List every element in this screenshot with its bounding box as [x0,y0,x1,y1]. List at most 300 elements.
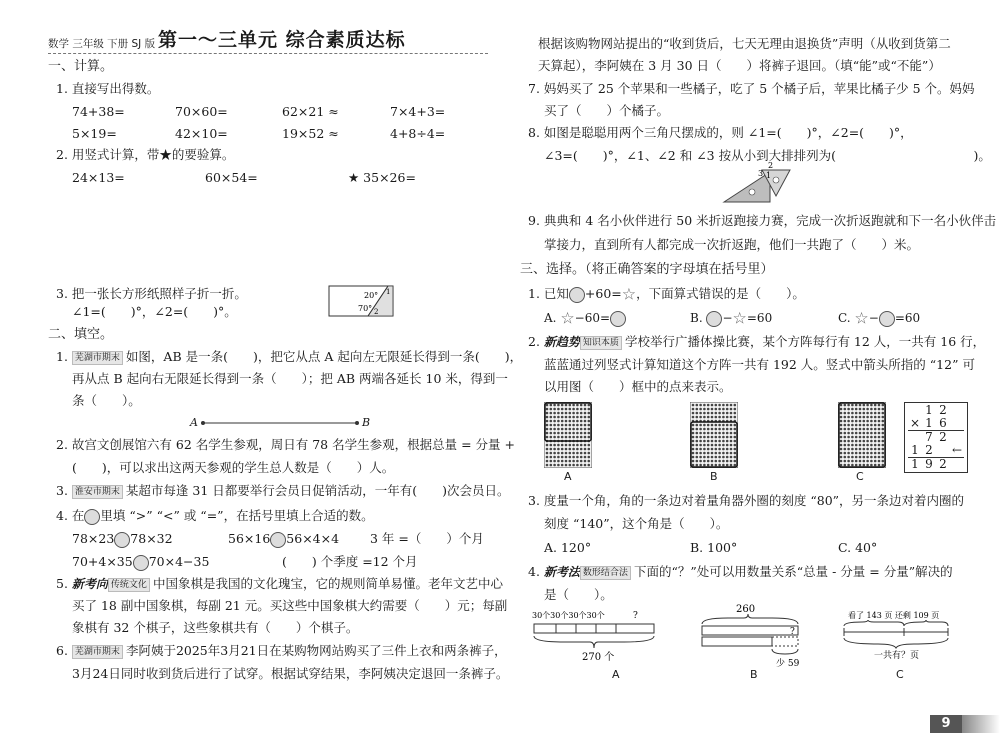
star-symbol-icon: ☆ [560,308,575,328]
grid-dot [844,404,847,407]
grid-dot [588,404,591,407]
grid-dot [851,464,854,467]
grid-dot [561,464,564,467]
grid-dot [882,440,885,443]
grid-dot [715,408,718,411]
grid-dot [572,456,575,459]
grid-dot [550,432,553,435]
grid-dot [703,416,706,419]
grid-dot [703,452,706,455]
grid-dot [569,408,572,411]
grid-dot [550,428,553,431]
grid-dot [561,424,564,427]
grid-dot [692,416,695,419]
grid-dot [576,460,579,463]
grid-dot [882,460,885,463]
grid-dot [576,436,579,439]
grid-dot [734,452,737,455]
grid-dot [851,428,854,431]
compare-circle-icon [114,532,130,548]
grid-dot [584,456,587,459]
grid-dot [851,416,854,419]
grid-dot [550,464,553,467]
grid-dot [580,408,583,411]
q1-prompt: 1. 直接写出得数。 [56,81,160,96]
grid-dot [569,404,572,407]
grid-dot [707,448,710,451]
grid-dot [561,416,564,419]
grid-dot [874,452,877,455]
grid-dot [718,452,721,455]
grid-dot [546,436,549,439]
multiplication-table [908,404,964,471]
grid-dot [863,464,866,467]
grid-dot [851,412,854,415]
grid-dot [859,428,862,431]
grid-dot [844,432,847,435]
grid-label-b: B [710,470,718,483]
grid-dot [576,416,579,419]
grid-dot [859,408,862,411]
grid-dot [840,448,843,451]
f4-text-b: 里填 “>” “<” 或 “=”，在括号里填上合适的数。 [100,508,374,523]
grid-dot [730,464,733,467]
grid-dot [840,424,843,427]
option-letter: A. [544,311,557,325]
grid-dot [840,456,843,459]
grid-dot [882,408,885,411]
grid-dot [707,444,710,447]
grid-dot [565,416,568,419]
grid-dot [859,464,862,467]
grid-dot [878,448,881,451]
f6-number: 6. [56,643,68,658]
grid-dot [584,448,587,451]
grid-dot [572,408,575,411]
q2-item: 24×13= [72,170,125,185]
grid-dot [847,464,850,467]
grid-dot [696,416,699,419]
grid-dot [874,448,877,451]
grid-dot [692,412,695,415]
grid-dot [699,464,702,467]
grid-dot [726,424,729,427]
grid-dot [855,456,858,459]
grid-dot [565,456,568,459]
grid-dot [561,456,564,459]
q3-blanks: ∠1=( )°，∠2=( )°。 [72,304,237,319]
calc-digit: 1 [911,443,919,457]
grid-dot [557,428,560,431]
c1-option-b [690,309,772,328]
grid-dot [870,448,873,451]
grid-dot [882,432,885,435]
diagram-b-top: 260 [736,604,756,615]
grid-dot [711,436,714,439]
grid-dot [550,424,553,427]
grid-dot [859,448,862,451]
c3-option-b: B. 100° [690,540,738,555]
calc-digit: 7 [922,431,936,445]
grid-dot [572,436,575,439]
grid-dot [576,412,579,415]
q1-item: 42×10= [175,126,228,141]
grid-dot [584,444,587,447]
grid-dot [730,436,733,439]
grid-dot [569,448,572,451]
grid-dot [734,440,737,443]
grid-dot [565,420,568,423]
c2-text: 学校举行广播体操比赛，某个方阵每行有 12 人，一共有 16 行， [624,334,986,349]
f1-line3: 条（ ）。 [72,393,141,408]
grid-dot [718,460,721,463]
grid-dot [870,452,873,455]
fig-label-70: 70° [358,304,373,313]
grid-dot [561,408,564,411]
grid-dot [696,424,699,427]
grid-dot [557,424,560,427]
grid-dot [847,432,850,435]
grid-dot [550,420,553,423]
grid-dot [715,416,718,419]
grid-dot [553,448,556,451]
grid-dot [840,432,843,435]
grid-dot [703,440,706,443]
grid-dot [696,432,699,435]
grid-dot [588,428,591,431]
grid-dot [863,460,866,463]
grid-dot [847,424,850,427]
grid-dot [580,448,583,451]
brand-badge: 新考向 [71,577,108,591]
grid-dot [859,460,862,463]
calc-digit: 2 [936,431,950,445]
grid-dot [722,444,725,447]
grid-dot [588,408,591,411]
c4-line1: 4. 新考法 数形结合法 下面的“？”处可以用数量关系“总量 - 分量 = 分量”解决的 [528,564,953,579]
grid-dot [882,436,885,439]
grid-dot [722,440,725,443]
segment-ab-figure [200,418,360,428]
grid-dot [580,420,583,423]
calc-digit: × [909,416,921,430]
grid-dot [572,428,575,431]
grid-dot [855,460,858,463]
c1-text-a: 1. 已知 [528,286,569,301]
option-expr: =60 [894,311,921,325]
grid-dot [726,456,729,459]
grid-dot [692,432,695,435]
grid-dot [565,404,568,407]
grid-dot [863,412,866,415]
option-expr: − [868,311,879,325]
grid-label-a: A [564,470,572,483]
expr: 56×16 [228,531,271,546]
diagram-label-b: B [750,668,758,681]
grid-dot [553,444,556,447]
grid-dot [711,452,714,455]
grid-dot [726,452,729,455]
grid-dot [726,440,729,443]
f4-prompt [56,507,374,525]
grid-dot [557,412,560,415]
grid-dot [718,444,721,447]
grid-dot [584,424,587,427]
grid-dot [734,416,737,419]
grid-dot [584,436,587,439]
grid-dot [696,464,699,467]
grid-dot [718,440,721,443]
grid-dot [870,412,873,415]
grid-dot [572,412,575,415]
q2-item: ★ 35×26= [348,170,416,185]
grid-dot [565,412,568,415]
grid-dot [847,440,850,443]
calc-digit: 9 [922,458,936,472]
diagram-a-bottom: 270 个 [582,652,615,663]
grid-dot [874,420,877,423]
grid-dot [576,432,579,435]
grid-dot [859,424,862,427]
grid-dot [863,436,866,439]
grid-dot [703,404,706,407]
grid-dot [844,424,847,427]
grid-dot [878,452,881,455]
grid-dot [557,420,560,423]
grid-dot [565,436,568,439]
grid-dot [882,404,885,407]
diagram-b-question: ? [790,627,795,637]
grid-dot [569,424,572,427]
grid-dot [561,448,564,451]
grid-dot [847,416,850,419]
grid-dot [569,436,572,439]
grid-dot [718,428,721,431]
grid-dot [730,416,733,419]
grid-dot [588,416,591,419]
grid-dot [588,444,591,447]
c3-line2: 刻度 “140”，这个角是（ ）。 [544,516,729,531]
grid-dot [565,424,568,427]
option-expr: =60 [746,311,773,325]
grid-dot [844,412,847,415]
grid-dot [866,456,869,459]
grid-dot [840,408,843,411]
grid-dot [726,464,729,467]
q2-prompt: 2. 用竖式计算，带★的要验算。 [56,147,235,162]
grid-dot [588,456,591,459]
grid-dot [851,436,854,439]
grid-dot [870,456,873,459]
grid-dot [546,444,549,447]
grid-dot [874,432,877,435]
grid-dot [546,452,549,455]
grid-dot [874,456,877,459]
grid-dot [550,460,553,463]
grid-dot [859,440,862,443]
grid-dot [874,424,877,427]
f6-line3: 根据该购物网站提出的“收到货后，七天无理由退换货”声明（从收到货第二 [538,36,951,51]
grid-dot [565,460,568,463]
grid-dot [711,464,714,467]
circle-symbol-icon [569,287,585,303]
q1-item: 19×52 ≈ [282,126,339,141]
grid-dot [572,460,575,463]
grid-dot [569,428,572,431]
grid-dot [580,460,583,463]
grid-dot [863,456,866,459]
grid-dot [730,404,733,407]
grid-dot [584,412,587,415]
grid-dot [692,456,695,459]
grid-dot [840,412,843,415]
grid-dot [703,444,706,447]
grid-dot [561,404,564,407]
grid-dot [711,440,714,443]
grid-dot [718,408,721,411]
grid-dot [707,428,710,431]
grid-dot [561,412,564,415]
grid-dot [726,460,729,463]
grid-dot [703,460,706,463]
grid-dot [718,436,721,439]
grid-dot [855,432,858,435]
grid-dot [859,452,862,455]
calc-digit: 1 [925,403,933,417]
circle-symbol-icon [706,311,722,327]
grid-dot [711,404,714,407]
grid-dot [734,408,737,411]
grid-dot [699,456,702,459]
grid-dot [546,460,549,463]
region-tag: 芜湖市期末 [72,351,123,365]
grid-dot [851,452,854,455]
fig-angle-3: 3 [758,169,764,178]
grid-dot [844,436,847,439]
grid-dot [855,424,858,427]
grid-dot [572,416,575,419]
grid-dot [878,424,881,427]
grid-dot [546,432,549,435]
grid-dot [730,448,733,451]
grid-dot [715,452,718,455]
expr: 78×32 [130,531,173,546]
grid-dot [878,420,881,423]
grid-dot [557,436,560,439]
grid-dot [734,404,737,407]
grid-dot [703,408,706,411]
grid-dot [878,404,881,407]
grid-dot [553,460,556,463]
grid-dot [692,464,695,467]
grid-dot [565,408,568,411]
grid-dot [882,412,885,415]
c1-text-c: ，下面算式错误的是（ ）。 [636,286,805,301]
grid-dot [703,464,706,467]
grid-dot [696,428,699,431]
grid-dot [572,424,575,427]
grid-dot [576,408,579,411]
folded-paper-figure [328,284,396,320]
f6-line2: 3月24日同时收到货后进行了试穿。根据试穿结果，李阿姨决定退回一条裤子。 [72,666,509,681]
grid-dot [847,452,850,455]
grid-dot [730,456,733,459]
right-column [500,0,1000,735]
f6-text: 李阿姨于2025年3月21日在某购物网站购买了三件上衣和两条裤子， [125,643,507,658]
grid-dot [855,428,858,431]
grid-dot [866,448,869,451]
grid-dot [730,460,733,463]
grid-dot [870,420,873,423]
q1-item: 5×19= [72,126,117,141]
grid-dot [840,440,843,443]
calc-digit: 2 [939,403,947,417]
f1-line1: 1. 芜湖市期末 如图，AB 是一条( )，把它从点 A 起向左无限延长得到一条( )， [56,349,523,364]
grid-dot [692,448,695,451]
grid-dot [882,464,885,467]
grid-dot [844,448,847,451]
grid-dot [696,412,699,415]
grid-dot [722,404,725,407]
grid-dot [726,436,729,439]
grid-dot [722,452,725,455]
f3-text: 某超市每逢 31 日都要举行会员日促销活动，一年有( )次会员日。 [125,483,510,498]
grid-dot [569,416,572,419]
grid-dot [569,432,572,435]
grid-dot [847,456,850,459]
grid-dot [874,436,877,439]
grid-dot [699,424,702,427]
grid-dot [703,412,706,415]
grid-dot [580,464,583,467]
grid-dot [844,440,847,443]
grid-dot [863,420,866,423]
f5-line2: 买了 18 副中国象棋，每副 21 元。买这些中国象棋大约需要（ ）元；每副 [72,598,508,613]
option-letter: C. [838,311,851,325]
page-number: 9 [930,715,962,733]
f1-text: 如图，AB 是一条( )，把它从点 A 起向左无限延长得到一条( )， [125,349,523,364]
compare-circle-icon [270,532,286,548]
grid-dot [699,412,702,415]
grid-dot [844,420,847,423]
page-title: 第一～三单元 综合素质达标 [158,29,406,51]
grid-dot [730,424,733,427]
grid-dot [730,412,733,415]
grid-dot [734,412,737,415]
circle-symbol-icon [610,311,626,327]
grid-dot [550,456,553,459]
diagram-c-top: 看了 143 页 还剩 109 页 [848,611,940,620]
grid-dot [851,420,854,423]
option-expr: − [722,311,733,325]
grid-dot [557,448,560,451]
grid-dot [703,432,706,435]
grid-dot [553,452,556,455]
f2-line1: 2. 故宫文创展馆六有 62 名学生参观，周日有 78 名学生参观，根据总量 = 分量 + [56,437,515,452]
grid-dot [565,464,568,467]
grid-dot [565,452,568,455]
grid-dot [588,460,591,463]
dot-grid-option-c [838,402,886,468]
grid-dot [569,464,572,467]
grid-dot [584,464,587,467]
grid-dot [855,452,858,455]
grid-dot [863,416,866,419]
grid-dot [711,412,714,415]
triangle-rulers-figure [722,160,792,204]
grid-dot [584,404,587,407]
grid-dot [866,432,869,435]
